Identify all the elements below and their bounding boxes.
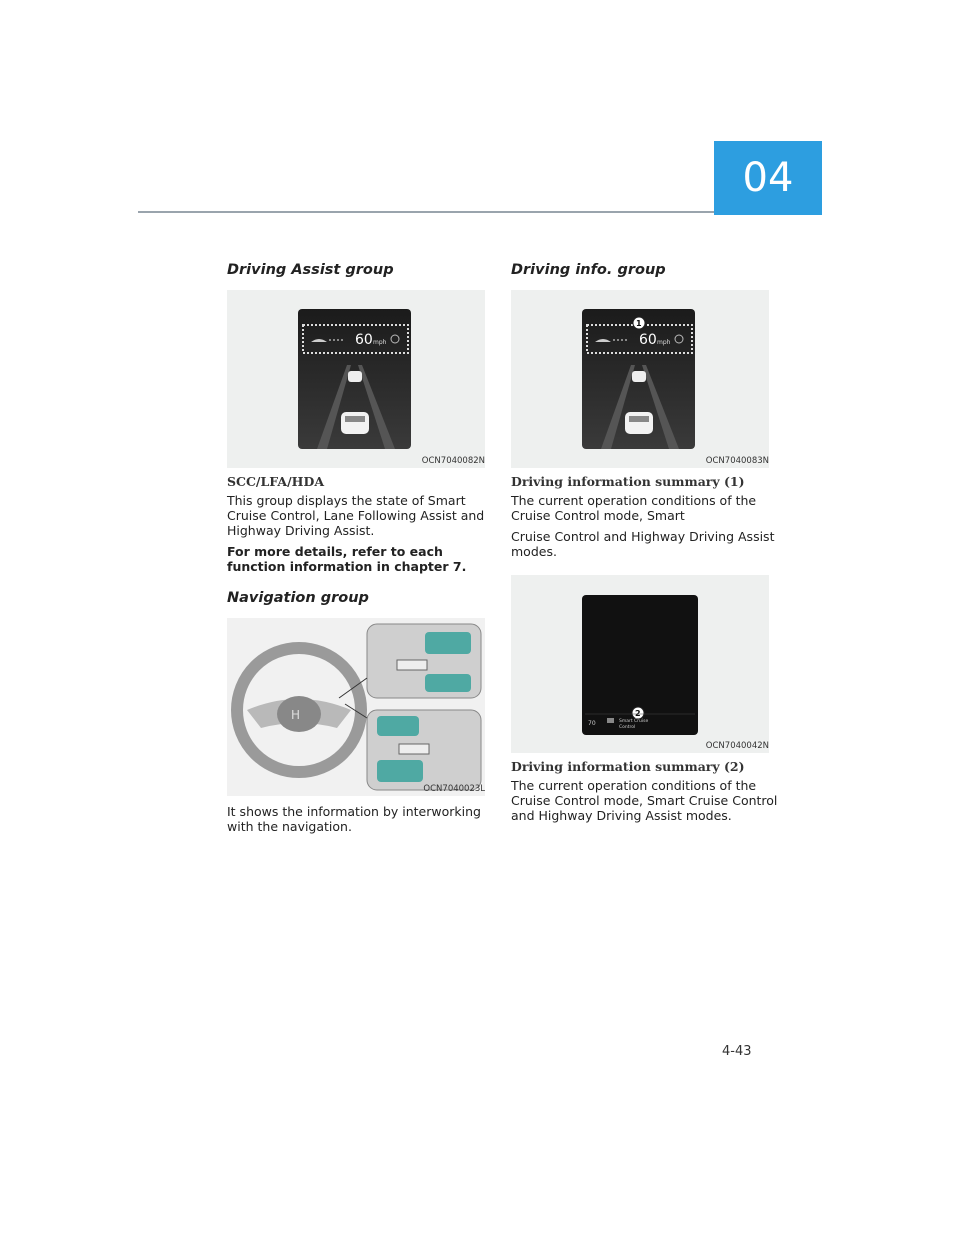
speed-value: 60 (639, 332, 657, 348)
callout-marker-1: 1 (636, 319, 642, 328)
figure-code: OCN7040082N (421, 456, 485, 466)
cruise-label-line2: Control (619, 725, 636, 730)
speed-unit: mph (373, 339, 387, 346)
speed-unit: mph (657, 339, 671, 346)
driving-assist-heading: Driving Assist group (227, 262, 394, 278)
scc-lfa-hda-subheading: SCC/LFA/HDA (227, 474, 325, 489)
navigation-description: It shows the information by interworking with the navigation. (227, 804, 481, 834)
cluster-display-illustration (511, 290, 769, 468)
driving-assist-figure (227, 290, 485, 468)
navigation-heading: Navigation group (227, 590, 369, 606)
steering-wheel-illustration (227, 618, 485, 796)
driving-info-figure (511, 290, 769, 468)
cluster-display-illustration (227, 290, 485, 468)
figure-code: OCN7040083N (705, 456, 769, 466)
cruise-speed-value: 70 (588, 720, 596, 727)
driving-assist-description: This group displays the state of Smart Cruise Control, Lane Following Assist and Highway Driving Assist. (227, 493, 485, 538)
right-column (511, 262, 785, 829)
navigation-figure (227, 618, 485, 796)
callout-marker-2: 2 (635, 709, 641, 718)
driving-assist-note: For more details, refer to each function information in chapter 7. (227, 544, 467, 574)
speed-value: 60 (355, 332, 373, 348)
highlighted-button-icon (425, 632, 471, 654)
chapter-tab: 04 (714, 141, 822, 215)
cruise-icon (607, 718, 614, 723)
own-vehicle-icon (341, 412, 369, 434)
header-rule (138, 211, 714, 213)
figure-code: OCN7040023L (423, 784, 485, 794)
driving-info-heading: Driving info. group (511, 262, 666, 278)
figure-code: OCN7040042N (705, 741, 769, 751)
lead-vehicle-icon (632, 371, 646, 382)
own-vehicle-icon (625, 412, 653, 434)
summary-2-description: The current operation conditions of the Cruise Control mode, Smart Cruise Control and Highway Driving Assist modes. (511, 778, 778, 823)
cluster-display-illustration (511, 575, 769, 753)
summary-1-description-a: The current operation conditions of the Cruise Control mode, Smart (511, 493, 757, 523)
summary-1-subheading: Driving information summary (1) (511, 474, 745, 489)
summary-2-subheading: Driving information summary (2) (511, 759, 745, 774)
page-number: 4-43 (722, 1044, 752, 1059)
lead-vehicle-icon (348, 371, 362, 382)
left-column (227, 262, 501, 840)
summary-2-figure (511, 575, 769, 753)
brand-logo-icon: H (291, 708, 301, 722)
summary-1-description-b: Cruise Control and Highway Driving Assist modes. (511, 529, 775, 559)
cruise-label-line1: Smart Cruise (619, 719, 649, 724)
